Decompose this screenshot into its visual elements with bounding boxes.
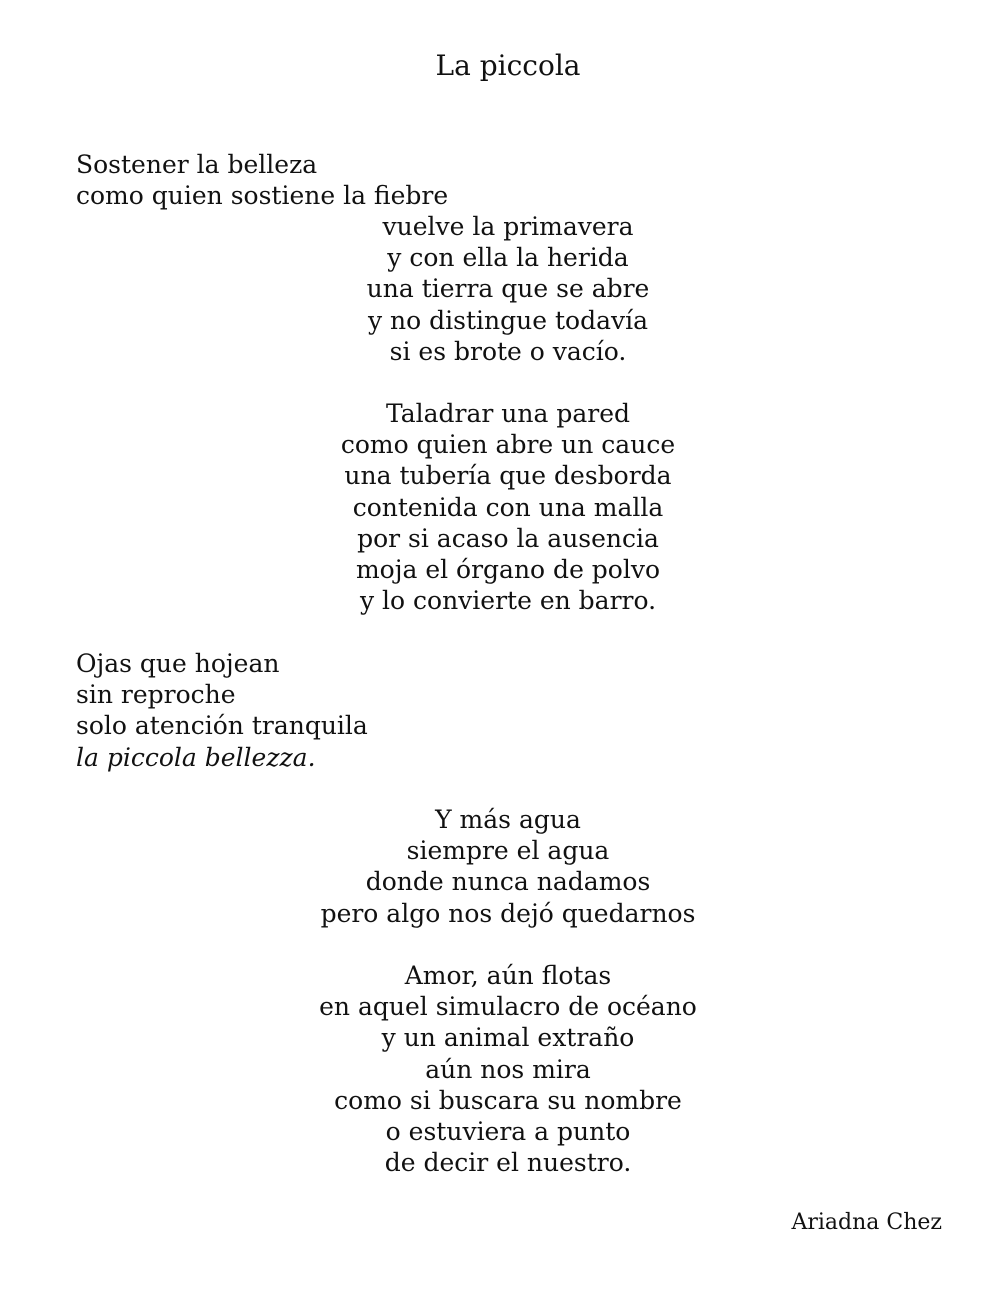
- stanza-2: [258, 211, 758, 367]
- poem-line: y no distingue todavía: [367, 305, 649, 335]
- poem-line: como quien sostiene la fiebre: [76, 181, 449, 211]
- poem-line: como quien abre un cauce: [340, 430, 676, 460]
- poem-line: de decir el nuestro.: [384, 1148, 632, 1178]
- poem-line: donde nunca nadamos: [365, 867, 651, 897]
- poem-line: y lo convierte en barro.: [359, 586, 657, 616]
- poem-line: y un animal extraño: [381, 1023, 635, 1053]
- poem-line: solo atención tranquila: [76, 711, 368, 741]
- poem-line-italic: la piccola bellezza.: [76, 742, 316, 772]
- poem-line: por si acaso la ausencia: [357, 523, 659, 553]
- poem-line: Ojas que hojean: [76, 649, 280, 678]
- poem-line: vuelve la primavera: [382, 212, 634, 241]
- poem-line: Y más agua: [435, 805, 581, 834]
- poem-line: como si buscara su nombre: [334, 1085, 682, 1115]
- poem-line: pero algo nos dejó quedarnos: [320, 898, 696, 928]
- poem-line: moja el órgano de polvo: [355, 555, 661, 585]
- poem-line: una tierra que se abre: [366, 274, 650, 304]
- poem-line: aún nos mira: [425, 1054, 591, 1084]
- stanza-4: [76, 648, 368, 773]
- stanza-1: [76, 149, 448, 211]
- poem-line: siempre el agua: [406, 836, 610, 866]
- poem-line: en aquel simulacro de océano: [319, 992, 697, 1022]
- poem-line: contenida con una malla: [352, 492, 664, 522]
- poem-line: Amor, aún flotas: [404, 961, 612, 990]
- poem-line: si es brote o vacío.: [389, 336, 627, 366]
- stanza-3: [258, 398, 758, 616]
- poem-line: sin reproche: [76, 680, 236, 710]
- stanza-5: [258, 804, 758, 929]
- poem-line: o estuviera a punto: [385, 1117, 631, 1147]
- poem-line: Sostener la belleza: [76, 150, 318, 179]
- author-signature: Ariadna Chez: [791, 1210, 942, 1235]
- poem-line: y con ella la herida: [387, 243, 629, 273]
- stanza-6: [258, 960, 758, 1178]
- poem-line: Taladrar una pared: [385, 399, 630, 428]
- poem-title: La piccola: [435, 49, 581, 82]
- poem-line: una tubería que desborda: [344, 461, 672, 491]
